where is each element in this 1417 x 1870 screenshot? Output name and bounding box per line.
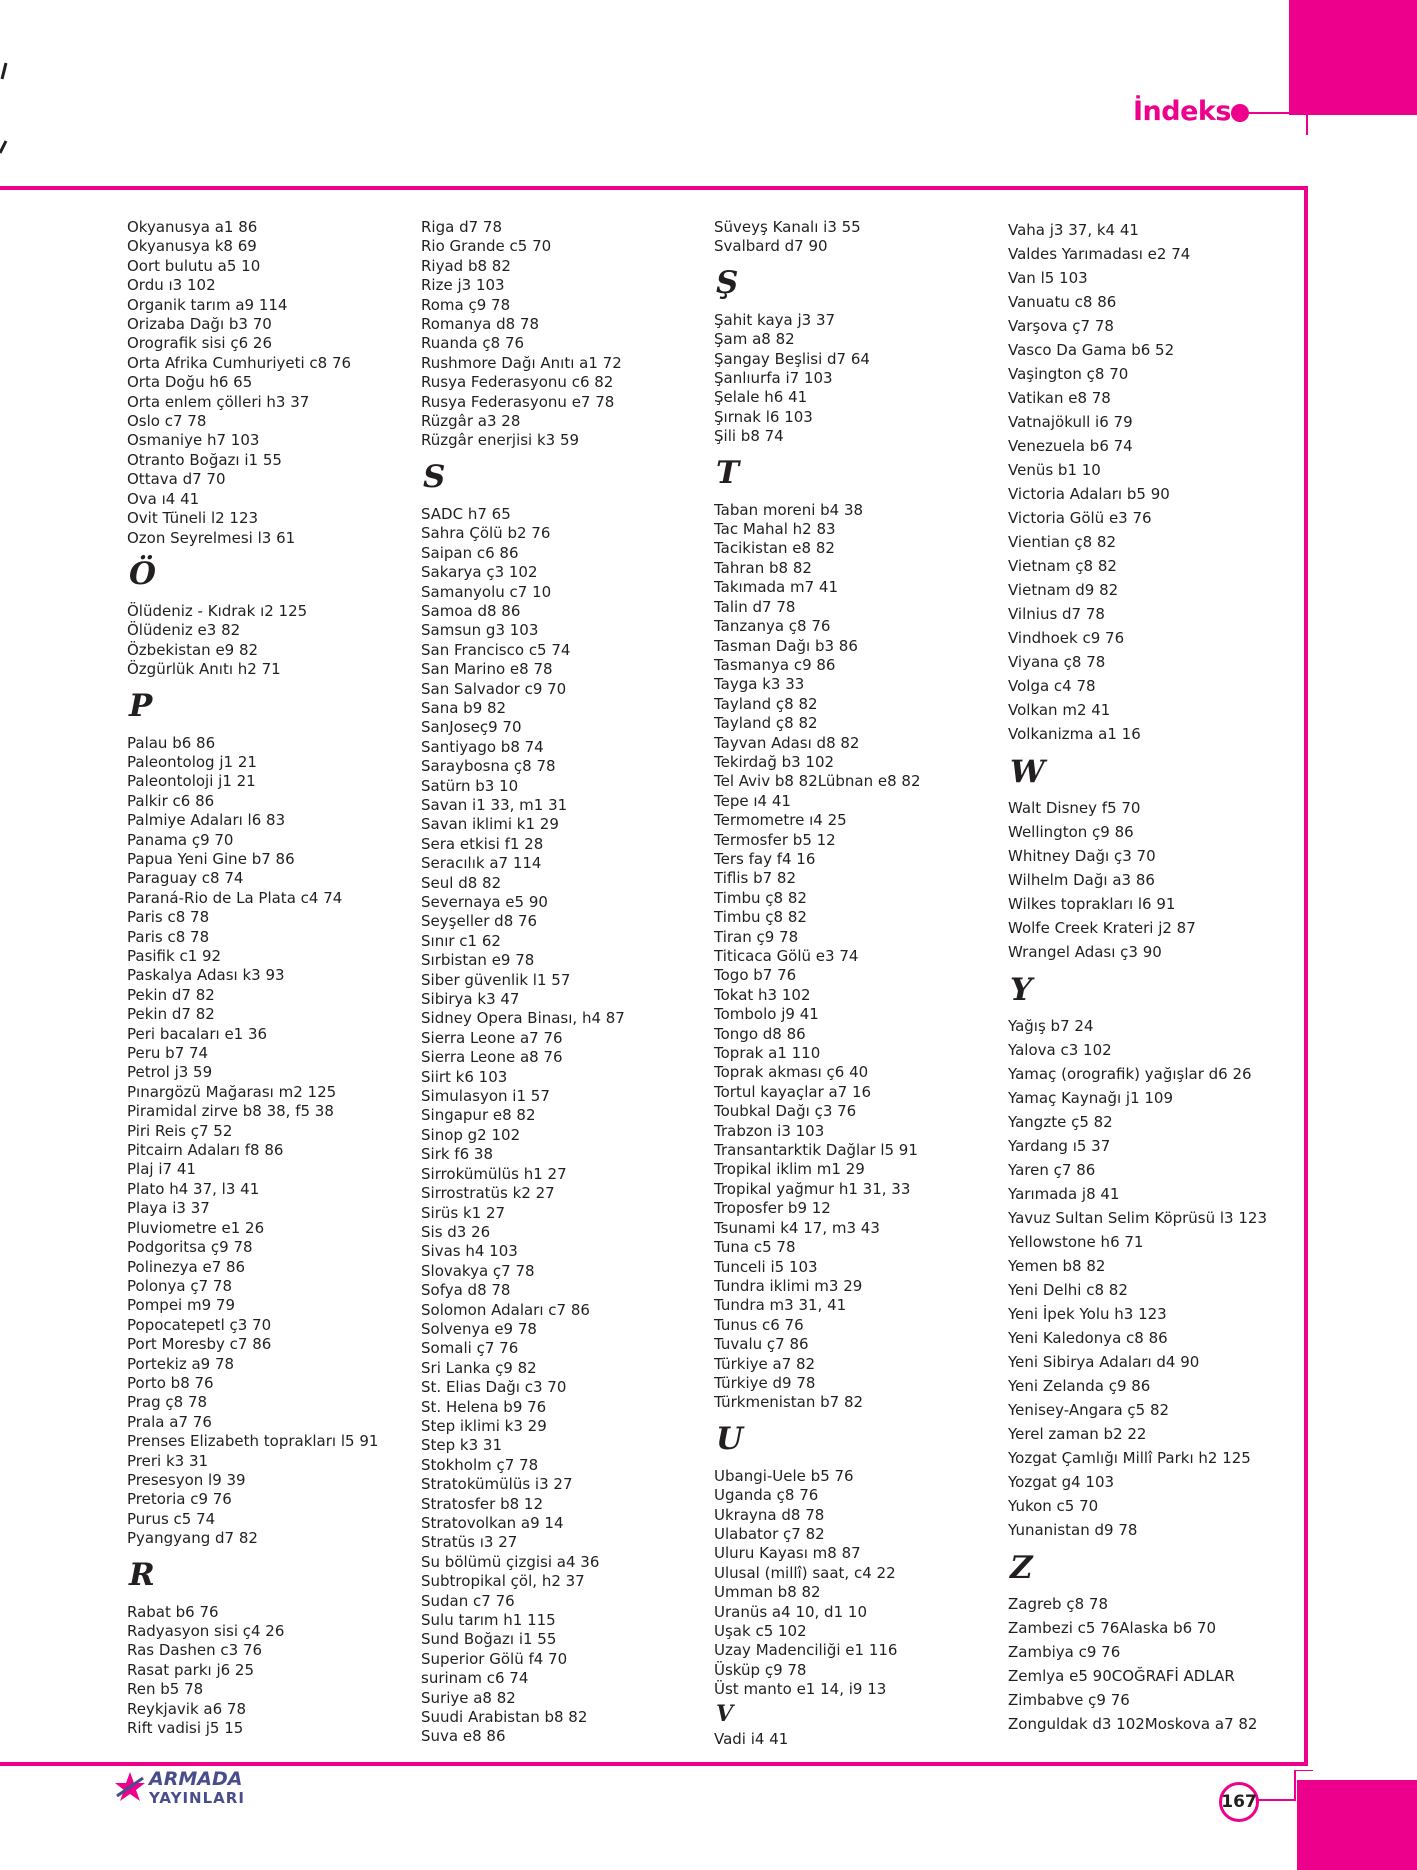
index-entry: Rio Grande c5 70 (421, 237, 552, 256)
page-number: 167 (1219, 1782, 1259, 1822)
index-entry: Van l5 103 (1008, 269, 1088, 287)
index-entry: Tayland ç8 82 (714, 714, 818, 733)
index-entry: Tayvan Adası d8 82 (714, 733, 860, 752)
index-entry: SADC h7 65 (421, 504, 511, 523)
index-entry: Podgoritsa ç9 78 (127, 1238, 253, 1257)
index-entry: Yeni Delhi c8 82 (1008, 1281, 1128, 1299)
index-entry: Victoria Adaları b5 90 (1008, 485, 1170, 503)
index-entry: Riyad b8 82 (421, 256, 511, 275)
index-entry: Paris c8 78 (127, 908, 210, 927)
index-entry: Tiflis b7 82 (714, 869, 796, 888)
index-column-1 (127, 218, 417, 1738)
index-entry: Sırbistan e9 78 (421, 951, 535, 970)
index-entry: Sulu tarım h1 115 (421, 1611, 556, 1630)
index-entry: Ukrayna d8 78 (714, 1505, 825, 1524)
index-entry: Tunus c6 76 (714, 1315, 804, 1334)
index-entry: Stratüs ı3 27 (421, 1533, 518, 1552)
index-entry: Singapur e8 82 (421, 1106, 536, 1125)
index-entry: Ölüdeniz - Kıdrak ı2 125 (127, 601, 308, 620)
index-entry: Ozon Seyrelmesi l3 61 (127, 528, 296, 547)
index-entry: Palkir c6 86 (127, 791, 215, 810)
index-entry: Wilkes toprakları l6 91 (1008, 895, 1176, 913)
index-entry: Yeni Sibirya Adaları d4 90 (1008, 1353, 1200, 1371)
index-entry: Tepe ı4 41 (714, 791, 791, 810)
index-entry: Yeni Zelanda ç9 86 (1008, 1377, 1151, 1395)
index-entry: Zambezi c5 76Alaska b6 70 (1008, 1619, 1217, 1637)
index-entry: Uluru Kayası m8 87 (714, 1544, 861, 1563)
index-entry: Victoria Gölü e3 76 (1008, 509, 1152, 527)
index-entry: Sahra Çölü b2 76 (421, 524, 551, 543)
index-entry: Stratovolkan a9 14 (421, 1514, 564, 1532)
index-entry: Ovit Tüneli l2 123 (127, 509, 259, 528)
index-entry: Sudan c7 76 (421, 1591, 515, 1610)
index-entry: Tropikal iklim m1 29 (714, 1160, 865, 1179)
index-entry: Pitcairn Adaları f8 86 (127, 1141, 284, 1160)
index-entry: Santiyago b8 74 (421, 737, 544, 756)
index-entry: Zambiya c9 76 (1008, 1643, 1121, 1661)
index-entry: Wellington ç9 86 (1008, 823, 1134, 841)
index-entry: St. Helena b9 76 (421, 1397, 547, 1416)
index-entry: Svalbard d7 90 (714, 237, 828, 256)
index-entry: Vanuatu c8 86 (1008, 293, 1117, 311)
index-entry: Tunceli i5 103 (714, 1257, 818, 1276)
index-entry: Sivas h4 103 (421, 1242, 518, 1261)
index-letter-heading: S (423, 458, 446, 495)
index-entry: Suriye a8 82 (421, 1688, 516, 1707)
index-letter-heading: U (716, 1420, 744, 1457)
index-entry: Zagreb ç8 78 (1008, 1595, 1108, 1613)
index-entry: Simulasyon i1 57 (421, 1087, 550, 1106)
index-entry: Troposfer b9 12 (714, 1199, 831, 1218)
index-entry: Playa i3 37 (127, 1199, 210, 1218)
index-entry: Volkan m2 41 (1008, 701, 1111, 719)
index-entry: Yalova c3 102 (1008, 1041, 1112, 1059)
index-entry: Polinezya e7 86 (127, 1257, 246, 1276)
index-entry: Petrol j3 59 (127, 1063, 213, 1082)
index-entry: Vatikan e8 78 (1008, 389, 1111, 407)
index-entry: Paskalya Adası k3 93 (127, 966, 285, 985)
title-connector-line (1229, 88, 1314, 136)
index-entry: Üsküp ç9 78 (714, 1660, 807, 1679)
index-entry: Seracılık a7 114 (421, 854, 542, 873)
index-entry: Tac Mahal h2 83 (714, 520, 836, 539)
index-entry: Ordu ı3 102 (127, 276, 216, 295)
index-entry: Presesyon l9 39 (127, 1470, 246, 1489)
index-entry: Yamaç Kaynağı j1 109 (1008, 1089, 1174, 1107)
index-letter-heading: V (716, 1700, 734, 1727)
index-entry: Zimbabve ç9 76 (1008, 1691, 1130, 1709)
index-entry: Tongo d8 86 (714, 1024, 806, 1043)
index-entry: Portekiz a9 78 (127, 1354, 235, 1373)
index-entry: Sinop g2 102 (421, 1125, 521, 1144)
index-entry: Talin d7 78 (714, 597, 796, 616)
index-entry: Sofya d8 78 (421, 1281, 511, 1300)
index-entry: Vasco Da Gama b6 52 (1008, 341, 1175, 359)
index-entry: Rize j3 103 (421, 276, 505, 295)
index-entry: Yamaç (orografik) yağışlar d6 26 (1008, 1065, 1252, 1083)
index-letter-heading: W (1010, 754, 1045, 790)
index-entry: Tasmanya c9 86 (714, 655, 836, 674)
index-entry: Yaren ç7 86 (1008, 1161, 1096, 1179)
index-entry: Tokat h3 102 (714, 985, 811, 1004)
index-entry: Özbekistan e9 82 (127, 640, 259, 659)
index-letter-heading: R (129, 1556, 155, 1593)
index-entry: SanJoseç9 70 (421, 718, 522, 737)
index-entry: Tuna c5 78 (714, 1238, 796, 1257)
index-entry: Solomon Adaları c7 86 (421, 1300, 590, 1319)
index-entry: Ubangi-Uele b5 76 (714, 1466, 854, 1485)
index-entry: Tanzanya ç8 76 (714, 617, 831, 636)
index-entry: Oslo c7 78 (127, 412, 207, 431)
index-entry: Uzay Madenciliği e1 116 (714, 1641, 898, 1660)
index-entry: Timbu ç8 82 (714, 908, 807, 927)
index-entry: Vindhoek c9 76 (1008, 629, 1125, 647)
index-entry: Romanya d8 78 (421, 315, 539, 334)
page-title: İndeks (1133, 96, 1231, 127)
index-column-4 (1008, 218, 1293, 1736)
index-entry: Plato h4 37, l3 41 (127, 1179, 260, 1198)
index-entry: Sana b9 82 (421, 698, 507, 717)
index-entry: Rüzgâr a3 28 (421, 412, 521, 431)
index-entry: Ulusal (millî) saat, c4 22 (714, 1563, 896, 1582)
index-entry: Timbu ç8 82 (714, 888, 807, 907)
index-entry: Stokholm ç7 78 (421, 1455, 539, 1474)
index-entry: Palau b6 86 (127, 733, 216, 752)
index-entry: Sirüs k1 27 (421, 1203, 506, 1222)
index-entry: Ulabator ç7 82 (714, 1524, 825, 1543)
index-entry: Ova ı4 41 (127, 489, 200, 508)
index-entry: Suudi Arabistan b8 82 (421, 1708, 588, 1727)
index-entry: Stratosfer b8 12 (421, 1494, 543, 1513)
index-letter-heading: Ö (129, 555, 157, 592)
index-entry: Sera etkisi f1 28 (421, 834, 544, 853)
index-entry: Zemlya e5 90COĞRAFİ ADLAR (1008, 1667, 1235, 1685)
index-entry: Volga c4 78 (1008, 677, 1096, 695)
index-entry: Ren b5 78 (127, 1680, 204, 1699)
index-entry: Okyanusya k8 69 (127, 237, 257, 256)
index-entry: Tacikistan e8 82 (714, 539, 835, 558)
index-entry: Rüzgâr enerjisi k3 59 (421, 431, 580, 450)
index-entry: Ölüdeniz e3 82 (127, 621, 241, 640)
index-entry: Seyşeller d8 76 (421, 912, 538, 931)
index-entry: Uganda ç8 76 (714, 1486, 819, 1505)
index-entry: Su bölümü çizgisi a4 36 (421, 1552, 600, 1571)
index-entry: Yemen b8 82 (1008, 1257, 1106, 1275)
index-entry: Pekin d7 82 (127, 985, 215, 1004)
index-letter-heading: Z (1010, 1550, 1033, 1586)
index-entry: Siber güvenlik l1 57 (421, 970, 571, 989)
logo-text-yayinlari: YAYINLARI (149, 1789, 245, 1807)
index-entry: Samanyolu c7 10 (421, 582, 552, 601)
index-entry: Rabat b6 76 (127, 1602, 219, 1621)
index-entry: Zonguldak d3 102Moskova a7 82 (1008, 1715, 1258, 1733)
index-entry: Şili b8 74 (714, 427, 784, 446)
index-entry: Tuvalu ç7 86 (714, 1335, 809, 1354)
index-entry: Savan iklimi k1 29 (421, 815, 559, 834)
index-letter-heading: Y (1010, 972, 1033, 1008)
index-entry: Paris c8 78 (127, 927, 210, 946)
publisher-logo (113, 1768, 253, 1810)
index-entry: Savan i1 33, m1 31 (421, 795, 568, 814)
index-entry: Türkiye a7 82 (714, 1354, 816, 1373)
index-entry: Peri bacaları e1 36 (127, 1024, 268, 1043)
index-entry: Vatnajökull i6 79 (1008, 413, 1133, 431)
index-entry: Titicaca Gölü e3 74 (714, 947, 859, 965)
index-entry: Sakarya ç3 102 (421, 563, 538, 582)
index-entry: Türkiye d9 78 (714, 1373, 816, 1392)
index-entry: Vadi i4 41 (714, 1729, 789, 1748)
index-entry: Vietnam ç8 82 (1008, 557, 1117, 575)
index-entry: Sund Boğazı i1 55 (421, 1630, 557, 1649)
index-letter-heading: T (716, 454, 740, 491)
index-entry: Yunanistan d9 78 (1008, 1521, 1138, 1539)
index-entry: Satürn b3 10 (421, 776, 519, 795)
index-entry: Süveyş Kanalı i3 55 (714, 218, 861, 236)
index-entry: Taban moreni b4 38 (714, 500, 864, 519)
index-entry: Port Moresby c7 86 (127, 1335, 272, 1354)
index-entry: Paraguay c8 74 (127, 869, 244, 888)
index-entry: Saraybosna ç8 78 (421, 757, 556, 776)
index-entry: Piramidal zirve b8 38, f5 38 (127, 1102, 334, 1121)
index-entry: Preri k3 31 (127, 1451, 209, 1470)
index-entry: Sirk f6 38 (421, 1145, 493, 1164)
index-entry: Yardang ı5 37 (1008, 1137, 1111, 1155)
index-entry: Prala a7 76 (127, 1412, 212, 1431)
index-entry: Paleontoloji j1 21 (127, 772, 256, 791)
index-letter-heading: P (129, 687, 153, 724)
index-entry: Termometre ı4 25 (714, 811, 847, 830)
index-entry: Venezuela b6 74 (1008, 437, 1133, 455)
index-entry: Uranüs a4 10, d1 10 (714, 1602, 867, 1621)
index-entry: Prag ç8 78 (127, 1393, 208, 1412)
index-entry: Purus c5 74 (127, 1509, 216, 1528)
index-entry: Uşak c5 102 (714, 1622, 807, 1640)
index-entry: Takımada m7 41 (714, 578, 839, 597)
index-entry: Toprak a1 110 (714, 1044, 821, 1063)
index-entry: Whitney Dağı ç3 70 (1008, 847, 1156, 865)
index-entry: San Salvador c9 70 (421, 679, 567, 698)
index-entry: Step iklimi k3 29 (421, 1416, 547, 1435)
index-entry: Vaha j3 37, k4 41 (1008, 221, 1139, 239)
index-entry: Türkmenistan b7 82 (714, 1393, 864, 1412)
index-entry: Tropikal yağmur h1 31, 33 (714, 1179, 911, 1198)
logo-text-armada: ARMADA (149, 1768, 243, 1790)
index-entry: Transantarktik Dağlar l5 91 (714, 1141, 918, 1160)
index-entry: Osmaniye h7 103 (127, 431, 260, 450)
index-entry: Panama ç9 70 (127, 830, 234, 849)
page-number-connector (1255, 1770, 1315, 1806)
index-entry: Ters fay f4 16 (714, 849, 816, 868)
index-entry: Step k3 31 (421, 1436, 503, 1455)
index-entry: Tombolo j9 41 (714, 1005, 819, 1024)
index-entry: Wrangel Adası ç3 90 (1008, 943, 1162, 961)
index-entry: Tekirdağ b3 102 (714, 752, 835, 771)
logo-star-icon (113, 1770, 147, 1804)
index-entry: Valdes Yarımadası e2 74 (1008, 245, 1191, 263)
index-entry: San Francisco c5 74 (421, 640, 571, 659)
index-entry: Pınargözü Mağarası m2 125 (127, 1082, 337, 1101)
index-entry: Sri Lanka ç9 82 (421, 1358, 537, 1377)
index-entry: Sibirya k3 47 (421, 990, 520, 1009)
index-entry: Yukon c5 70 (1008, 1497, 1099, 1515)
index-entry: Pretoria c9 76 (127, 1490, 232, 1509)
index-entry: Suva e8 86 (421, 1727, 506, 1746)
index-entry: Slovakya ç7 78 (421, 1261, 535, 1280)
index-entry: Sınır c1 62 (421, 931, 501, 950)
index-entry: Rusya Federasyonu e7 78 (421, 392, 615, 411)
index-entry: Şırnak l6 103 (714, 407, 813, 426)
index-entry: Orta Doğu h6 65 (127, 373, 253, 392)
index-entry: Paraná-Rio de La Plata c4 74 (127, 888, 343, 907)
index-entry: Somali ç7 76 (421, 1339, 519, 1358)
index-entry: Radyasyon sisi ç4 26 (127, 1622, 285, 1640)
index-entry: Pasifik c1 92 (127, 947, 222, 965)
index-entry: Plaj i7 41 (127, 1160, 196, 1179)
index-entry: Viyana ç8 78 (1008, 653, 1106, 671)
index-entry: Seul d8 82 (421, 873, 502, 892)
index-entry: Superior Gölü f4 70 (421, 1649, 568, 1668)
index-entry: Organik tarım a9 114 (127, 295, 288, 314)
index-entry: Orizaba Dağı b3 70 (127, 315, 272, 334)
index-entry: Rusya Federasyonu c6 82 (421, 373, 614, 392)
index-entry: Rift vadisi j5 15 (127, 1719, 244, 1738)
index-entry: surinam c6 74 (421, 1669, 529, 1688)
index-entry: Piri Reis ç7 52 (127, 1121, 233, 1140)
index-entry: Polonya ç7 78 (127, 1276, 233, 1295)
index-entry: Rushmore Dağı Anıtı a1 72 (421, 353, 622, 372)
index-entry: Solvenya e9 78 (421, 1319, 537, 1338)
index-entry: Tasman Dağı b3 86 (714, 636, 858, 655)
index-entry: Wolfe Creek Krateri j2 87 (1008, 919, 1196, 937)
index-entry: Riga d7 78 (421, 218, 502, 236)
index-entry: Pompei m9 79 (127, 1296, 235, 1315)
index-entry: Siirt k6 103 (421, 1067, 508, 1086)
index-entry: Ras Dashen c3 76 (127, 1641, 263, 1660)
index-entry: Sierra Leone a8 76 (421, 1048, 563, 1067)
index-entry: Yenisey-Angara ç5 82 (1008, 1401, 1170, 1419)
index-entry: Tortul kayaçlar a7 16 (714, 1082, 872, 1101)
index-entry: Vaşington ç8 70 (1008, 365, 1129, 383)
index-entry: Şelale h6 41 (714, 388, 808, 407)
index-entry: Şahit kaya j3 37 (714, 310, 836, 329)
index-entry: Sis d3 26 (421, 1222, 491, 1241)
index-column-2 (421, 218, 711, 1747)
index-entry: Tundra iklimi m3 29 (714, 1276, 863, 1295)
index-entry: Palmiye Adaları l6 83 (127, 811, 286, 830)
index-entry: Yellowstone h6 71 (1008, 1233, 1144, 1251)
index-entry: Ottava d7 70 (127, 470, 226, 489)
index-entry: Yozgat g4 103 (1008, 1473, 1115, 1491)
index-entry: Sidney Opera Binası, h4 87 (421, 1009, 625, 1028)
index-entry: Paleontolog j1 21 (127, 752, 257, 771)
index-entry: Peru b7 74 (127, 1044, 209, 1063)
index-entry: Yeni Kaledonya c8 86 (1008, 1329, 1168, 1347)
index-entry: Rasat parkı j6 25 (127, 1660, 255, 1679)
index-entry: Vilnius d7 78 (1008, 605, 1105, 623)
index-entry: Ruanda ç8 76 (421, 334, 525, 353)
index-entry: Şam a8 82 (714, 330, 795, 349)
index-entry: Tel Aviv b8 82Lübnan e8 82 (714, 772, 921, 791)
index-entry: Özgürlük Anıtı h2 71 (127, 660, 281, 679)
index-entry: Yavuz Sultan Selim Köprüsü l3 123 (1008, 1209, 1267, 1227)
index-entry: Okyanusya a1 86 (127, 218, 258, 236)
index-entry: Yerel zaman b2 22 (1008, 1425, 1147, 1443)
index-entry: Orta Afrika Cumhuriyeti c8 76 (127, 353, 352, 372)
index-entry: Tahran b8 82 (714, 558, 812, 577)
index-entry: Reykjavik a6 78 (127, 1699, 246, 1718)
index-column-3 (714, 218, 1004, 1749)
index-entry: Pluviometre e1 26 (127, 1218, 265, 1237)
index-entry: Şangay Beşlisi d7 64 (714, 349, 870, 368)
index-entry: Tayland ç8 82 (714, 694, 818, 713)
index-entry: San Marino e8 78 (421, 660, 553, 679)
index-entry: Varşova ç7 78 (1008, 317, 1114, 335)
index-entry: Vietnam d9 82 (1008, 581, 1119, 599)
index-entry: Şanlıurfa i7 103 (714, 369, 833, 388)
partial-letter-decoration (0, 55, 8, 155)
index-entry: Tsunami k4 17, m3 43 (714, 1218, 880, 1237)
corner-decoration-bottom (1297, 1780, 1417, 1870)
index-entry: Volkanizma a1 16 (1008, 725, 1141, 743)
index-entry: Vientian ç8 82 (1008, 533, 1116, 551)
index-entry: Severnaya e5 90 (421, 893, 548, 911)
index-entry: Otranto Boğazı i1 55 (127, 450, 282, 469)
index-entry: Sierra Leone a7 76 (421, 1028, 563, 1047)
index-entry: Yeni İpek Yolu h3 123 (1008, 1305, 1167, 1323)
index-letter-heading: Ş (716, 264, 739, 301)
index-entry: Orografik sisi ç6 26 (127, 334, 272, 353)
index-entry: Sirrostratüs k2 27 (421, 1184, 555, 1203)
index-entry: Toprak akması ç6 40 (714, 1063, 869, 1082)
index-entry: Roma ç9 78 (421, 295, 511, 314)
index-entry: Stratokümülüs i3 27 (421, 1475, 573, 1494)
index-entry: Subtropikal çöl, h2 37 (421, 1572, 585, 1591)
index-entry: Samoa d8 86 (421, 601, 521, 620)
index-entry: Orta enlem çölleri h3 37 (127, 392, 310, 411)
index-entry: Venüs b1 10 (1008, 461, 1101, 479)
index-entry: Wilhelm Dağı a3 86 (1008, 871, 1155, 889)
index-entry: Sirrokümülüs h1 27 (421, 1164, 567, 1183)
index-entry: Yozgat Çamlığı Millî Parkı h2 125 (1008, 1449, 1251, 1467)
index-entry: Toubkal Dağı ç3 76 (714, 1102, 857, 1121)
index-entry: Porto b8 76 (127, 1373, 214, 1392)
index-entry: Prenses Elizabeth toprakları l5 91 (127, 1432, 379, 1451)
index-entry: Walt Disney f5 70 (1008, 799, 1141, 817)
index-entry: Pyangyang d7 82 (127, 1529, 258, 1548)
index-entry: Tundra m3 31, 41 (714, 1296, 847, 1315)
index-entry: Samsun g3 103 (421, 621, 539, 640)
index-entry: Papua Yeni Gine b7 86 (127, 849, 295, 868)
index-entry: Yangzte ç5 82 (1008, 1113, 1113, 1131)
index-entry: Umman b8 82 (714, 1583, 821, 1602)
index-entry: St. Elias Dağı c3 70 (421, 1378, 567, 1397)
index-entry: Yarımada j8 41 (1008, 1185, 1120, 1203)
index-entry: Oort bulutu a5 10 (127, 256, 261, 275)
index-entry: Tiran ç9 78 (714, 927, 799, 946)
index-entry: Pekin d7 82 (127, 1005, 215, 1024)
index-entry: Termosfer b5 12 (714, 830, 836, 849)
index-entry: Üst manto e1 14, i9 13 (714, 1680, 887, 1699)
index-entry: Saipan c6 86 (421, 543, 519, 562)
index-entry: Trabzon i3 103 (714, 1121, 825, 1140)
index-entry: Tayga k3 33 (714, 675, 805, 694)
index-entry: Togo b7 76 (714, 966, 797, 985)
index-entry: Yağış b7 24 (1008, 1017, 1094, 1035)
index-entry: Popocatepetl ç3 70 (127, 1315, 272, 1334)
